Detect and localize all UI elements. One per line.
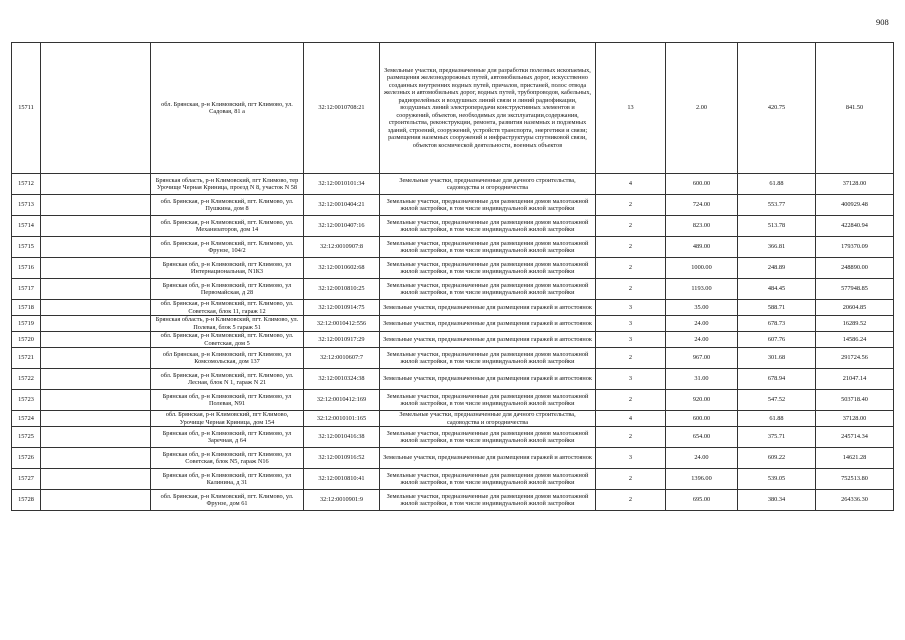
table-row	[12, 258, 894, 279]
land-use-cell: Земельные участки, предназначенные для размещения гаражей и автостоянок	[380, 316, 596, 332]
area-cell: 1000.00	[666, 258, 738, 279]
blank-cell	[41, 469, 151, 490]
cadastral-value-cell: 841.50	[816, 43, 894, 174]
cadastral-value-cell: 752513.80	[816, 469, 894, 490]
land-use-cell: Земельные участки, предназначенные для размещения домов малоэтажной жилой застройки, в том числе индивидуальной жилой застройки	[380, 237, 596, 258]
cadastral-value-cell: 20604.85	[816, 300, 894, 316]
cadastral-value-cell: 245714.34	[816, 427, 894, 448]
land-use-cell: Земельные участки, предназначенные для размещения гаражей и автостоянок	[380, 300, 596, 316]
specific-value-cell: 539.05	[738, 469, 816, 490]
blank-cell	[41, 279, 151, 300]
cadastral-value-cell: 14621.28	[816, 448, 894, 469]
table-row	[12, 316, 894, 332]
area-cell: 1193.00	[666, 279, 738, 300]
land-use-cell: Земельные участки, предназначенные для размещения домов малоэтажной жилой застройки, в том числе индивидуальной жилой застройки	[380, 216, 596, 237]
blank-cell	[41, 216, 151, 237]
use-group-cell: 3	[596, 300, 666, 316]
row-id-cell: 15720	[12, 332, 41, 348]
area-cell: 920.00	[666, 390, 738, 411]
row-id-cell: 15725	[12, 427, 41, 448]
land-use-cell: Земельные участки, предназначенные для размещения домов малоэтажной жилой застройки, в том числе индивидуальной жилой застройки	[380, 348, 596, 369]
land-use-cell: Земельные участки, предназначенные для размещения гаражей и автостоянок	[380, 448, 596, 469]
blank-cell	[41, 427, 151, 448]
row-id-cell: 15719	[12, 316, 41, 332]
cadastral-number-cell: 32:12:0010324:38	[304, 369, 380, 390]
land-use-cell: Земельные участки, предназначенные для размещения домов малоэтажной жилой застройки, в том числе индивидуальной жилой застройки	[380, 279, 596, 300]
row-id-cell: 15718	[12, 300, 41, 316]
blank-cell	[41, 174, 151, 195]
row-id-cell: 15711	[12, 43, 41, 174]
area-cell: 24.00	[666, 316, 738, 332]
row-id-cell: 15721	[12, 348, 41, 369]
cadastral-number-cell: 32:12:0010810:41	[304, 469, 380, 490]
table-row	[12, 469, 894, 490]
row-id-cell: 15714	[12, 216, 41, 237]
blank-cell	[41, 348, 151, 369]
land-use-cell: Земельные участки, предназначенные для разработки полезных ископаемых, размещения железнодорожных путей, автомобильных дорог, искусственно созданных внутренних водных путей, причалов, пристаней, полос отвода железных и автомобильных дорог, водных путей, трубопроводов, кабельных, радиорелейных и воздушных линий связи и линий радиофикации, воздушных линий электропередачи конструктивных элементов и сооружений, объектов, необходимых для эксплуатации,содержания, строительства, реконструкции, ремонта, развития наземных и подземных зданий, строений, сооружений, устройств транспорта, энергетики и связи; размещения наземных сооружений и инфраструктуры спутниковой связи, объектов космической деятельности, военных объектов	[380, 43, 596, 174]
cadastral-number-cell: 32:12:0010416:38	[304, 427, 380, 448]
table-row	[12, 332, 894, 348]
table-row	[12, 348, 894, 369]
area-cell: 2.00	[666, 43, 738, 174]
cadastral-number-cell: 32:12:0010602:68	[304, 258, 380, 279]
row-id-cell: 15724	[12, 411, 41, 427]
use-group-cell: 2	[596, 427, 666, 448]
address-cell: Брянская обл, р-н Климовский, пгт Климово, ул Калинина, д 31	[151, 469, 304, 490]
cadastral-value-cell: 400929.48	[816, 195, 894, 216]
cadastral-value-cell: 577948.85	[816, 279, 894, 300]
table-row	[12, 448, 894, 469]
address-cell: обл. Брянская, р-н Климовский, пгт Климово, Урочище Черная Криница, дом 154	[151, 411, 304, 427]
row-id-cell: 15715	[12, 237, 41, 258]
table-row	[12, 43, 894, 174]
cadastral-value-cell: 264336.30	[816, 490, 894, 511]
use-group-cell: 13	[596, 43, 666, 174]
cadastral-number-cell: 32:12:0010901:9	[304, 490, 380, 511]
address-cell: обл. Брянская, р-н Климовский, пгт. Климово, ул. Фрунзе, 104/2	[151, 237, 304, 258]
cadastral-value-cell: 21047.14	[816, 369, 894, 390]
cadastral-number-cell: 32:12:0010101:34	[304, 174, 380, 195]
specific-value-cell: 547.52	[738, 390, 816, 411]
use-group-cell: 2	[596, 348, 666, 369]
row-id-cell: 15713	[12, 195, 41, 216]
cadastral-number-cell: 32:12:0010404:21	[304, 195, 380, 216]
row-id-cell: 15716	[12, 258, 41, 279]
blank-cell	[41, 332, 151, 348]
address-cell: обл Брянская, р-н Климовский, пгт Климово, ул Комсомольская, дом 137	[151, 348, 304, 369]
table-row	[12, 237, 894, 258]
blank-cell	[41, 390, 151, 411]
cadastral-value-cell: 14586.24	[816, 332, 894, 348]
address-cell: Брянская область, р-н Климовский, пгт Климово, тер Урочище Черная Криница, проезд N 8, участок N 58	[151, 174, 304, 195]
specific-value-cell: 607.76	[738, 332, 816, 348]
blank-cell	[41, 448, 151, 469]
address-cell: Брянская обл, р-н Климовский, пгт Климово, ул Интернациональная, N1К3	[151, 258, 304, 279]
area-cell: 489.00	[666, 237, 738, 258]
cadastral-value-cell: 503718.40	[816, 390, 894, 411]
cadastral-value-table	[11, 42, 894, 511]
use-group-cell: 2	[596, 216, 666, 237]
land-use-cell: Земельные участки, предназначенные для размещения домов малоэтажной жилой застройки, в том числе индивидуальной жилой застройки	[380, 469, 596, 490]
use-group-cell: 3	[596, 369, 666, 390]
land-use-cell: Земельные участки, предназначенные для размещения домов малоэтажной жилой застройки, в том числе индивидуальной жилой застройки	[380, 390, 596, 411]
land-use-cell: Земельные участки, предназначенные для размещения домов малоэтажной жилой застройки, в том числе индивидуальной жилой застройки	[380, 195, 596, 216]
row-id-cell: 15726	[12, 448, 41, 469]
land-use-cell: Земельные участки, предназначенные для размещения домов малоэтажной жилой застройки, в том числе индивидуальной жилой застройки	[380, 258, 596, 279]
specific-value-cell: 484.45	[738, 279, 816, 300]
use-group-cell: 2	[596, 469, 666, 490]
cadastral-value-cell: 37128.00	[816, 174, 894, 195]
land-use-cell: Земельные участки, предназначенные для размещения гаражей и автостоянок	[380, 332, 596, 348]
land-use-cell: Земельные участки, предназначенные для размещения гаражей и автостоянок	[380, 369, 596, 390]
blank-cell	[41, 258, 151, 279]
specific-value-cell: 513.78	[738, 216, 816, 237]
area-cell: 24.00	[666, 332, 738, 348]
cadastral-number-cell: 32:12:0010407:16	[304, 216, 380, 237]
cadastral-number-cell: 32:12:0010810:25	[304, 279, 380, 300]
cadastral-number-cell: 32:12:0010412:556	[304, 316, 380, 332]
area-cell: 24.00	[666, 448, 738, 469]
blank-cell	[41, 195, 151, 216]
use-group-cell: 3	[596, 332, 666, 348]
table-row	[12, 279, 894, 300]
specific-value-cell: 366.81	[738, 237, 816, 258]
use-group-cell: 2	[596, 237, 666, 258]
row-id-cell: 15727	[12, 469, 41, 490]
area-cell: 695.00	[666, 490, 738, 511]
area-cell: 600.00	[666, 174, 738, 195]
specific-value-cell: 375.71	[738, 427, 816, 448]
blank-cell	[41, 237, 151, 258]
cadastral-value-cell: 16289.52	[816, 316, 894, 332]
address-cell: обл. Брянская, р-н Климовский, пгт. Климово, ул. Фрунзе, дом 61	[151, 490, 304, 511]
table-row	[12, 369, 894, 390]
land-use-cell: Земельные участки, предназначенные для дачного строительства, садоводства и огородничества	[380, 411, 596, 427]
specific-value-cell: 380.34	[738, 490, 816, 511]
cadastral-number-cell: 32:12:0010412:169	[304, 390, 380, 411]
cadastral-number-cell: 32:12:0010914:75	[304, 300, 380, 316]
cadastral-value-cell: 248890.00	[816, 258, 894, 279]
land-use-cell: Земельные участки, предназначенные для дачного строительства, садоводства и огородничества	[380, 174, 596, 195]
area-cell: 724.00	[666, 195, 738, 216]
address-cell: Брянская обл, р-н Климовский, пгт Климово, ул Полевая, N91	[151, 390, 304, 411]
use-group-cell: 2	[596, 195, 666, 216]
row-id-cell: 15717	[12, 279, 41, 300]
table-body	[12, 43, 894, 511]
specific-value-cell: 61.88	[738, 174, 816, 195]
use-group-cell: 4	[596, 174, 666, 195]
table-row	[12, 195, 894, 216]
cadastral-number-cell: 32:12:0010917:29	[304, 332, 380, 348]
address-cell: Брянская обл, р-н Климовский, пгт Климово, ул Советская, блок N5, гараж N16	[151, 448, 304, 469]
row-id-cell: 15712	[12, 174, 41, 195]
page-number: 908	[876, 17, 889, 27]
address-cell: Брянская область, р-н Климовский, пгт. Климово, ул. Полевая, блок 5 гараж 51	[151, 316, 304, 332]
cadastral-number-cell: 32:12:0010916:52	[304, 448, 380, 469]
blank-cell	[41, 300, 151, 316]
land-use-cell: Земельные участки, предназначенные для размещения домов малоэтажной жилой застройки, в том числе индивидуальной жилой застройки	[380, 490, 596, 511]
address-cell: обл. Брянская, р-н Климовский, пгт. Климово, ул. Советская, дом 5	[151, 332, 304, 348]
use-group-cell: 2	[596, 258, 666, 279]
address-cell: обл. Брянская, р-н Климовский, пгт. Климово, ул. Пушкина, дом 8	[151, 195, 304, 216]
table-row	[12, 300, 894, 316]
blank-cell	[41, 411, 151, 427]
specific-value-cell: 248.89	[738, 258, 816, 279]
row-id-cell: 15722	[12, 369, 41, 390]
specific-value-cell: 678.73	[738, 316, 816, 332]
address-cell: обл. Брянская, р-н Климовский, пгт. Климово, ул. Советская, блок 11, гараж 12	[151, 300, 304, 316]
use-group-cell: 2	[596, 279, 666, 300]
cadastral-number-cell: 32:12:0010907:8	[304, 237, 380, 258]
table-row	[12, 390, 894, 411]
area-cell: 600.00	[666, 411, 738, 427]
table-row	[12, 411, 894, 427]
area-cell: 1396.00	[666, 469, 738, 490]
specific-value-cell: 678.94	[738, 369, 816, 390]
address-cell: обл. Брянская, р-н Климовский, пгт. Климово, ул. Лесная, блок N 1, гараж N 21	[151, 369, 304, 390]
specific-value-cell: 609.22	[738, 448, 816, 469]
row-id-cell: 15723	[12, 390, 41, 411]
use-group-cell: 3	[596, 448, 666, 469]
use-group-cell: 2	[596, 390, 666, 411]
specific-value-cell: 301.68	[738, 348, 816, 369]
table-row	[12, 490, 894, 511]
cadastral-number-cell: 32:12:0010101:165	[304, 411, 380, 427]
cadastral-value-cell: 179370.09	[816, 237, 894, 258]
address-cell: Брянская обл, р-н Климовский, пгт Климово, ул Первомайская, д 28	[151, 279, 304, 300]
area-cell: 823.00	[666, 216, 738, 237]
table-row	[12, 216, 894, 237]
specific-value-cell: 61.88	[738, 411, 816, 427]
cadastral-number-cell: 32:12:0010607:7	[304, 348, 380, 369]
area-cell: 31.00	[666, 369, 738, 390]
blank-cell	[41, 490, 151, 511]
address-cell: обл. Брянская, р-н Климовский, пгт. Климово, ул. Механизаторов, дом 14	[151, 216, 304, 237]
specific-value-cell: 588.71	[738, 300, 816, 316]
use-group-cell: 3	[596, 316, 666, 332]
address-cell: обл. Брянская, р-н Климовский, пгт Климово, ул. Садовая, 81 а	[151, 43, 304, 174]
area-cell: 654.00	[666, 427, 738, 448]
row-id-cell: 15728	[12, 490, 41, 511]
use-group-cell: 4	[596, 411, 666, 427]
table-row	[12, 174, 894, 195]
blank-cell	[41, 316, 151, 332]
cadastral-value-cell: 422840.94	[816, 216, 894, 237]
specific-value-cell: 553.77	[738, 195, 816, 216]
area-cell: 967.00	[666, 348, 738, 369]
table-row	[12, 427, 894, 448]
specific-value-cell: 420.75	[738, 43, 816, 174]
blank-cell	[41, 43, 151, 174]
land-use-cell: Земельные участки, предназначенные для размещения домов малоэтажной жилой застройки, в том числе индивидуальной жилой застройки	[380, 427, 596, 448]
address-cell: Брянская обл, р-н Климовский, пгт Климово, ул Заречная, д 64	[151, 427, 304, 448]
blank-cell	[41, 369, 151, 390]
cadastral-number-cell: 32:12:0010708:21	[304, 43, 380, 174]
use-group-cell: 2	[596, 490, 666, 511]
area-cell: 35.00	[666, 300, 738, 316]
cadastral-value-cell: 37128.00	[816, 411, 894, 427]
cadastral-value-cell: 291724.56	[816, 348, 894, 369]
